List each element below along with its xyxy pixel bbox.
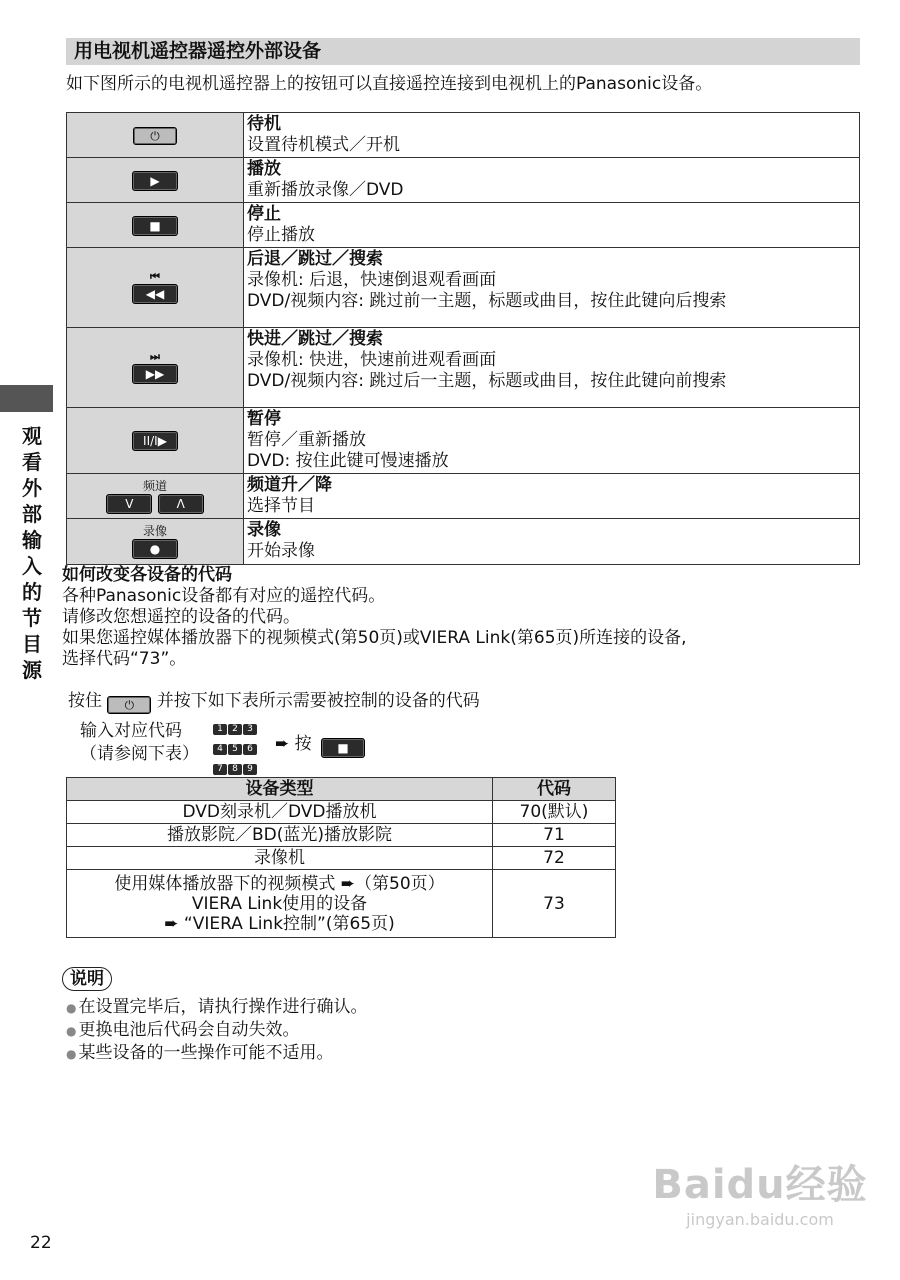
sidebar-char: 节 (22, 606, 42, 630)
change-code-heading: 如何改变各设备的代码 (62, 565, 232, 585)
change-code-line: 选择代码“73”。 (62, 649, 187, 669)
key-icon: 8 (228, 764, 242, 775)
step-enter-code (80, 720, 199, 766)
sidebar-char: 看 (22, 450, 42, 474)
device-line: VIERA Link使用的设备 (191, 893, 368, 914)
table-row (67, 113, 860, 158)
watermark (645, 1160, 875, 1230)
power-icon: ⏻ (107, 696, 151, 714)
intro-text: 如下图所示的电视机遥控器上的按钮可以直接遥控连接到电视机上的Panasonic设备。 (66, 74, 713, 94)
skip-forward-icon: ⏭ (150, 350, 160, 363)
column-header: 代码 (493, 778, 616, 801)
sidebar-marker (0, 385, 53, 412)
enter-code-text: 输入对应代码 (80, 721, 182, 741)
sidebar-char: 入 (22, 554, 42, 578)
row-desc: 录像机: 快进，快速前进观看画面 (247, 350, 497, 370)
key-icon: 7 (213, 764, 227, 775)
list-item: ● 某些设备的一些操作可能不适用。 (66, 1043, 334, 1063)
record-icon: ● (132, 539, 178, 559)
table-row (67, 870, 616, 938)
device-cell: 录像机 (67, 847, 493, 870)
arrow-icon: ➨ (275, 734, 290, 754)
step-prefix: 按住 (68, 691, 102, 711)
sidebar-char: 外 (22, 476, 42, 500)
sidebar-char: 目 (22, 632, 42, 656)
row-title: 播放 (247, 159, 281, 179)
row-title: 频道升／降 (247, 475, 332, 495)
then-press (275, 733, 365, 758)
list-item: ● 更换电池后代码会自动失效。 (66, 1020, 300, 1040)
remote-button-table (66, 112, 860, 565)
pause-icon: II/I▶ (132, 431, 178, 451)
power-icon: ⏻ (133, 127, 177, 145)
table-row (67, 474, 860, 519)
sidebar-char: 源 (22, 658, 42, 682)
play-icon: ▶ (132, 171, 178, 191)
key-icon: 1 (213, 724, 227, 735)
change-code-line: 如果您遥控媒体播放器下的视频模式(第50页)或VIERA Link(第65页)所连接的设备, (62, 628, 687, 648)
code-cell: 70(默认) (493, 801, 616, 824)
code-cell: 71 (493, 824, 616, 847)
channel-up-icon: Λ (158, 494, 204, 514)
record-label: 录像 (142, 524, 167, 538)
code-cell: 73 (493, 870, 616, 938)
row-desc: DVD: 按住此键可慢速播放 (247, 451, 449, 471)
channel-down-icon: V (106, 494, 152, 514)
device-cell (67, 870, 493, 938)
stop-icon: ■ (321, 738, 365, 758)
step-suffix: 并按下如下表所示需要被控制的设备的代码 (156, 691, 480, 711)
bullet-icon: ● (66, 1047, 77, 1061)
change-code-line: 各种Panasonic设备都有对应的遥控代码。 (62, 586, 386, 606)
row-title: 暂停 (247, 409, 281, 429)
row-desc: 录像机: 后退，快速倒退观看画面 (247, 270, 497, 290)
key-icon: 9 (243, 764, 257, 775)
watermark-url: jingyan.baidu.com (686, 1210, 834, 1229)
key-icon: 4 (213, 744, 227, 755)
table-row (67, 248, 860, 328)
sidebar-char: 部 (22, 502, 42, 526)
channel-label: 频道 (142, 478, 167, 493)
row-desc: 选择节目 (247, 496, 315, 516)
notes-list (66, 996, 367, 1065)
table-row (67, 801, 616, 824)
bullet-icon: ● (66, 1024, 77, 1038)
device-cell: 播放影院／BD(蓝光)播放影院 (67, 824, 493, 847)
change-code-section (62, 565, 687, 670)
key-icon: 5 (228, 744, 242, 755)
row-title: 后退／跳过／搜索 (247, 249, 383, 269)
row-desc: 暂停／重新播放 (247, 430, 366, 450)
table-header-row (67, 778, 616, 801)
fast-forward-icon: ▶▶ (132, 364, 178, 384)
row-desc: DVD/视频内容: 跳过前一主题，标题或曲目，按住此键向后搜索 (247, 291, 727, 311)
table-row (67, 847, 616, 870)
sidebar-char: 输 (22, 528, 42, 552)
table-row (67, 203, 860, 248)
device-code-table (66, 777, 616, 938)
table-row (67, 328, 860, 408)
sidebar-char: 的 (22, 580, 42, 604)
table-row (67, 158, 860, 203)
row-desc: 开始录像 (247, 541, 315, 561)
table-row (67, 824, 616, 847)
rewind-icon: ◀◀ (132, 284, 178, 304)
then-press-text: 按 (294, 734, 312, 754)
row-desc: 重新播放录像／DVD (247, 180, 404, 200)
device-line: 使用媒体播放器下的视频模式 ➨（第50页） (114, 873, 445, 894)
table-row (67, 408, 860, 474)
chapter-sidebar (19, 423, 45, 683)
list-item: ● 在设置完毕后，请执行操作进行确认。 (66, 997, 368, 1017)
code-cell: 72 (493, 847, 616, 870)
row-title: 快进／跳过／搜索 (247, 329, 383, 349)
table-row (67, 519, 860, 565)
key-icon: 3 (243, 724, 257, 735)
notes-heading: 说明 (62, 967, 112, 991)
row-title: 录像 (247, 520, 281, 540)
key-icon: 2 (228, 724, 242, 735)
stop-icon: ■ (132, 216, 178, 236)
column-header: 设备类型 (67, 778, 493, 801)
sidebar-char: 观 (22, 424, 42, 448)
see-table-text: （请参阅下表） (80, 744, 199, 764)
skip-back-icon: ⏮ (150, 270, 160, 283)
section-title: 用电视机遥控器遥控外部设备 (66, 38, 860, 65)
row-title: 停止 (247, 204, 281, 224)
row-desc: 停止播放 (247, 225, 315, 245)
row-desc: DVD/视频内容: 跳过后一主题，标题或曲目，按住此键向前搜索 (247, 371, 727, 391)
change-code-line: 请修改您想遥控的设备的代码。 (62, 607, 300, 627)
step-press-hold (68, 690, 480, 714)
row-title: 待机 (247, 114, 281, 134)
row-desc: 设置待机模式／开机 (247, 135, 400, 155)
device-line: ➨ “VIERA Link控制”(第65页) (164, 913, 395, 934)
watermark-logo: Baidu经验 (652, 1162, 868, 1208)
page-number: 22 (30, 1233, 52, 1253)
key-icon: 6 (243, 744, 257, 755)
device-cell: DVD刻录机／DVD播放机 (67, 801, 493, 824)
bullet-icon: ● (66, 1001, 77, 1015)
